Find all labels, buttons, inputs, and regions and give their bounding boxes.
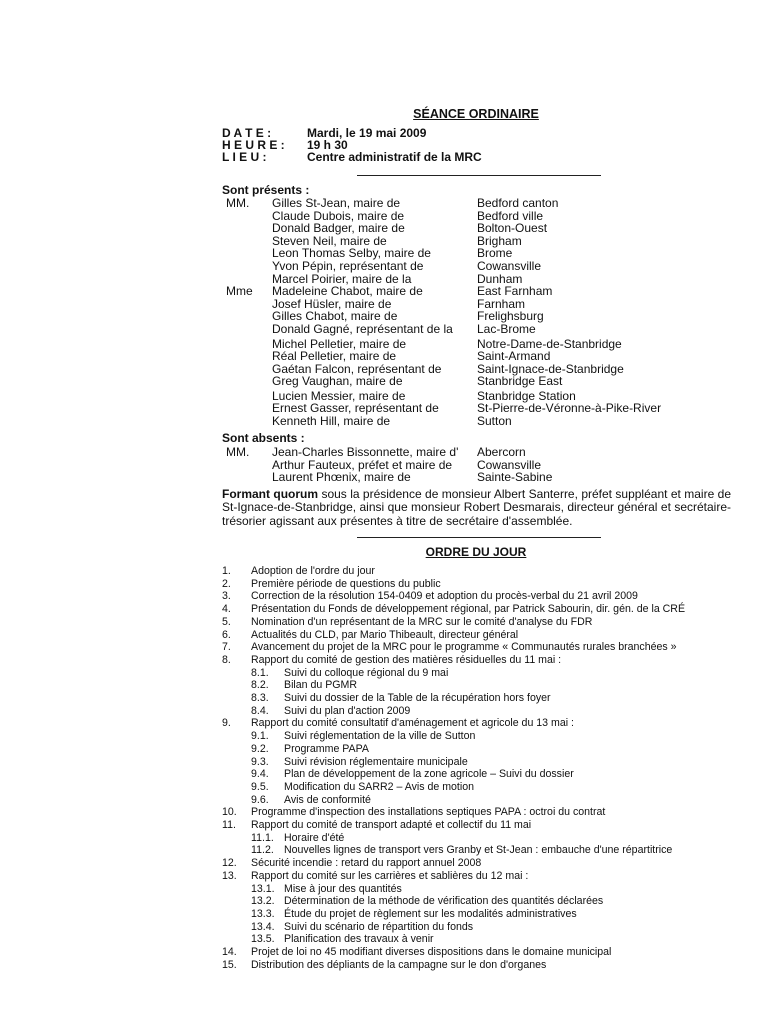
present-heading: Sont présents : bbox=[222, 183, 310, 197]
agenda-text: Suivi révision réglementaire municipale bbox=[284, 755, 468, 768]
attendee-municipality: Sutton bbox=[477, 414, 512, 428]
agenda-text: Suivi du colloque régional du 9 mai bbox=[284, 666, 449, 679]
agenda-number: 7. bbox=[222, 641, 231, 654]
attendee-municipality: Dunham bbox=[477, 271, 523, 286]
agenda-number: 13.3. bbox=[251, 907, 275, 920]
agenda-text: Présentation du Fonds de développement régional, par Patrick Sabourin, dir. gén. de la CRÉ bbox=[251, 603, 686, 616]
agenda-text: Plan de développement de la zone agricole – Suivi du dossier bbox=[284, 768, 574, 781]
attendee-name: Steven Neil, maire de bbox=[272, 233, 387, 248]
agenda-number: 9.4. bbox=[251, 768, 269, 781]
attendee-row bbox=[222, 323, 742, 336]
agenda-number: 12. bbox=[222, 857, 237, 870]
absent-heading: Sont absents : bbox=[222, 431, 305, 445]
attendee-municipality: Lac-Brome bbox=[477, 322, 536, 336]
header-value: 19 h 30 bbox=[307, 138, 348, 152]
attendee-name: Réal Pelletier, maire de bbox=[272, 349, 397, 364]
attendee-municipality: Farnham bbox=[477, 296, 526, 311]
agenda-number: 13.2. bbox=[251, 895, 275, 908]
attendee-municipality: Stanbridge East bbox=[477, 374, 563, 389]
agenda-text: Distribution des dépliants de la campagne sur le don d'organes bbox=[251, 958, 547, 971]
attendee-municipality: Saint-Ignace-de-Stanbridge bbox=[477, 361, 624, 376]
attendee-municipality: Bedford canton bbox=[477, 196, 559, 210]
agenda-text: Rapport du comité sur les carrières et sablières du 12 mai : bbox=[251, 869, 529, 882]
agenda-number: 13.4. bbox=[251, 920, 275, 933]
agenda-text: Détermination de la méthode de vérification des quantités déclarées bbox=[284, 895, 604, 908]
attendee-row bbox=[222, 375, 742, 388]
attendee-name: Greg Vaughan, maire de bbox=[272, 374, 403, 389]
attendee-name: Donald Badger, maire de bbox=[272, 221, 405, 236]
header-value: Mardi, le 19 mai 2009 bbox=[307, 126, 427, 140]
attendee-name: Donald Gagné, représentant de la bbox=[272, 322, 453, 336]
agenda-text: Programme d'inspection des installations septiques PAPA : octroi du contrat bbox=[251, 806, 606, 819]
agenda-text: Adoption de l'ordre du jour bbox=[251, 565, 375, 577]
attendee-name: Claude Dubois, maire de bbox=[272, 208, 405, 223]
attendee-name: Yvon Pépin, représentant de bbox=[272, 259, 424, 273]
agenda-text: Rapport du comité consultatif d'aménagement et agricole du 13 mai : bbox=[251, 717, 574, 730]
attendee-municipality: Brome bbox=[477, 246, 513, 261]
agenda-number: 13.5. bbox=[251, 933, 275, 946]
agenda-text: Projet de loi no 45 modifiant diverses dispositions dans le domaine municipal bbox=[251, 946, 612, 958]
agenda-text: Suivi du scénario de répartition du fonds bbox=[284, 920, 474, 933]
attendee-name: Ernest Gasser, représentant de bbox=[272, 401, 439, 416]
attendee-name: Jean-Charles Bissonnette, maire d' bbox=[272, 445, 459, 459]
divider-top bbox=[357, 175, 601, 176]
divider-middle bbox=[357, 537, 601, 538]
agenda-text: Correction de la résolution 154-0409 et adoption du procès-verbal du 21 avril 2009 bbox=[251, 590, 638, 603]
header-key: H E U R E : bbox=[222, 138, 285, 152]
document-title: SÉANCE ORDINAIRE bbox=[413, 107, 539, 121]
agenda-text: Horaire d'été bbox=[284, 831, 345, 844]
agenda-number: 3. bbox=[222, 590, 231, 603]
attendee-name: Josef Hüsler, maire de bbox=[272, 296, 392, 311]
attendee-municipality: Sainte-Sabine bbox=[477, 470, 553, 485]
agenda-text: Sécurité incendie : retard du rapport annuel 2008 bbox=[251, 857, 482, 870]
agenda-number: 13. bbox=[222, 869, 237, 882]
agenda-text: Avis de conformité bbox=[284, 793, 371, 806]
agenda-text: Étude du projet de règlement sur les modalités administratives bbox=[284, 907, 577, 920]
agenda-text: Programme PAPA bbox=[284, 742, 369, 755]
agenda-number: 4. bbox=[222, 603, 231, 616]
attendee-municipality: Bolton-Ouest bbox=[477, 221, 548, 236]
quorum-text: sous la présidence de monsieur Albert Santerre, préfet suppléant et maire de St-Ignace-de-Stanbridge, ainsi que monsieur Robert Desmarais, directeur général et secrétaire-trésorier agissant aux présentes à titre de secrétaire d'assemblée. bbox=[222, 487, 731, 528]
attendee-municipality: Notre-Dame-de-Stanbridge bbox=[477, 336, 622, 351]
attendee-name: Lucien Messier, maire de bbox=[272, 388, 406, 403]
attendee-name: Leon Thomas Selby, maire de bbox=[272, 246, 431, 261]
attendee-name: Gilles St-Jean, maire de bbox=[272, 196, 401, 210]
attendee-name: Arthur Fauteux, préfet et maire de bbox=[272, 457, 453, 472]
agenda-number: 15. bbox=[222, 958, 237, 971]
agenda-number: 11.1. bbox=[251, 831, 274, 844]
agenda-number: 6. bbox=[222, 628, 231, 641]
attendee-name: Laurent Phœnix, maire de bbox=[272, 470, 411, 485]
agenda-number: 5. bbox=[222, 615, 231, 628]
attendee-municipality: Saint-Armand bbox=[477, 349, 551, 364]
agenda-number: 9.5. bbox=[251, 780, 269, 793]
attendee-name: Gilles Chabot, maire de bbox=[272, 309, 398, 324]
agenda-text: Bilan du PGMR bbox=[284, 679, 358, 692]
attendee-municipality: Abercorn bbox=[477, 445, 526, 459]
agenda-text: Planification des travaux à venir bbox=[284, 933, 434, 946]
agenda-number: 14. bbox=[222, 946, 237, 958]
attendee-title: Mme bbox=[226, 284, 253, 299]
agenda-text: Actualités du CLD, par Mario Thibeault, directeur général bbox=[251, 628, 519, 641]
agenda-text: Mise à jour des quantités bbox=[284, 882, 402, 895]
attendee-name: Marcel Poirier, maire de la bbox=[272, 271, 412, 286]
attendee-municipality: Frelighsburg bbox=[477, 309, 544, 324]
agenda-text: Avancement du projet de la MRC pour le programme « Communautés rurales branchées » bbox=[251, 641, 677, 654]
agenda-text: Nomination d'un représentant de la MRC sur le comité d'analyse du FDR bbox=[251, 615, 593, 628]
attendee-municipality: Bedford ville bbox=[477, 208, 544, 223]
agenda-number: 1. bbox=[222, 565, 231, 577]
attendee-title: MM. bbox=[226, 445, 250, 459]
attendee-municipality: Cowansville bbox=[477, 457, 542, 472]
agenda-number: 9.1. bbox=[251, 730, 269, 743]
agenda-text: Modification du SARR2 – Avis de motion bbox=[284, 780, 475, 793]
attendee-title: MM. bbox=[226, 196, 250, 210]
agenda-number: 9.2. bbox=[251, 742, 269, 755]
attendee-municipality: East Farnham bbox=[477, 284, 553, 299]
quorum-paragraph bbox=[222, 488, 731, 528]
agenda-number: 8.2. bbox=[251, 679, 269, 692]
agenda-number: 9.3. bbox=[251, 755, 269, 768]
agenda-number: 9. bbox=[222, 717, 231, 730]
attendee-name: Madeleine Chabot, maire de bbox=[272, 284, 423, 299]
agenda-text: Suivi réglementation de la ville de Sutton bbox=[284, 730, 476, 743]
agenda-number: 9.6. bbox=[251, 793, 269, 806]
agenda-text: Suivi du plan d'action 2009 bbox=[284, 704, 411, 717]
attendee-municipality: St-Pierre-de-Véronne-à-Pike-River bbox=[477, 401, 662, 416]
agenda-text: Première période de questions du public bbox=[251, 577, 441, 590]
attendee-municipality: Brigham bbox=[477, 233, 522, 248]
agenda-number: 2. bbox=[222, 577, 231, 590]
agenda-text: Suivi du dossier de la Table de la récupération hors foyer bbox=[284, 692, 551, 704]
agenda-number: 10. bbox=[222, 806, 237, 819]
agenda-title: ORDRE DU JOUR bbox=[425, 545, 527, 559]
header-key: D A T E : bbox=[222, 126, 272, 140]
agenda-number: 8.3. bbox=[251, 692, 269, 704]
agenda-number: 11.2. bbox=[251, 844, 274, 857]
attendee-municipality: Cowansville bbox=[477, 259, 542, 273]
attendee-name: Michel Pelletier, maire de bbox=[272, 336, 407, 351]
agenda-number: 8.1. bbox=[251, 666, 269, 679]
agenda-text: Nouvelles lignes de transport vers Granby et St-Jean : embauche d'une répartitrice bbox=[284, 844, 673, 857]
attendee-row bbox=[222, 471, 742, 484]
attendee-municipality: Stanbridge Station bbox=[477, 388, 576, 403]
agenda-number: 8. bbox=[222, 653, 231, 666]
attendee-name: Kenneth Hill, maire de bbox=[272, 414, 391, 428]
header-key: L I E U : bbox=[222, 150, 267, 164]
agenda-number: 13.1. bbox=[251, 882, 275, 895]
agenda-text: Rapport du comité de transport adapté et collectif du 11 mai bbox=[251, 819, 532, 831]
agenda-number: 11. bbox=[222, 819, 236, 831]
attendee-row bbox=[222, 415, 742, 428]
header-value: Centre administratif de la MRC bbox=[307, 150, 482, 164]
attendee-name: Gaétan Falcon, représentant de bbox=[272, 361, 442, 376]
agenda-text: Rapport du comité de gestion des matières résiduelles du 11 mai : bbox=[251, 653, 562, 666]
quorum-bold: Formant quorum bbox=[222, 487, 319, 501]
agenda-number: 8.4. bbox=[251, 704, 269, 717]
